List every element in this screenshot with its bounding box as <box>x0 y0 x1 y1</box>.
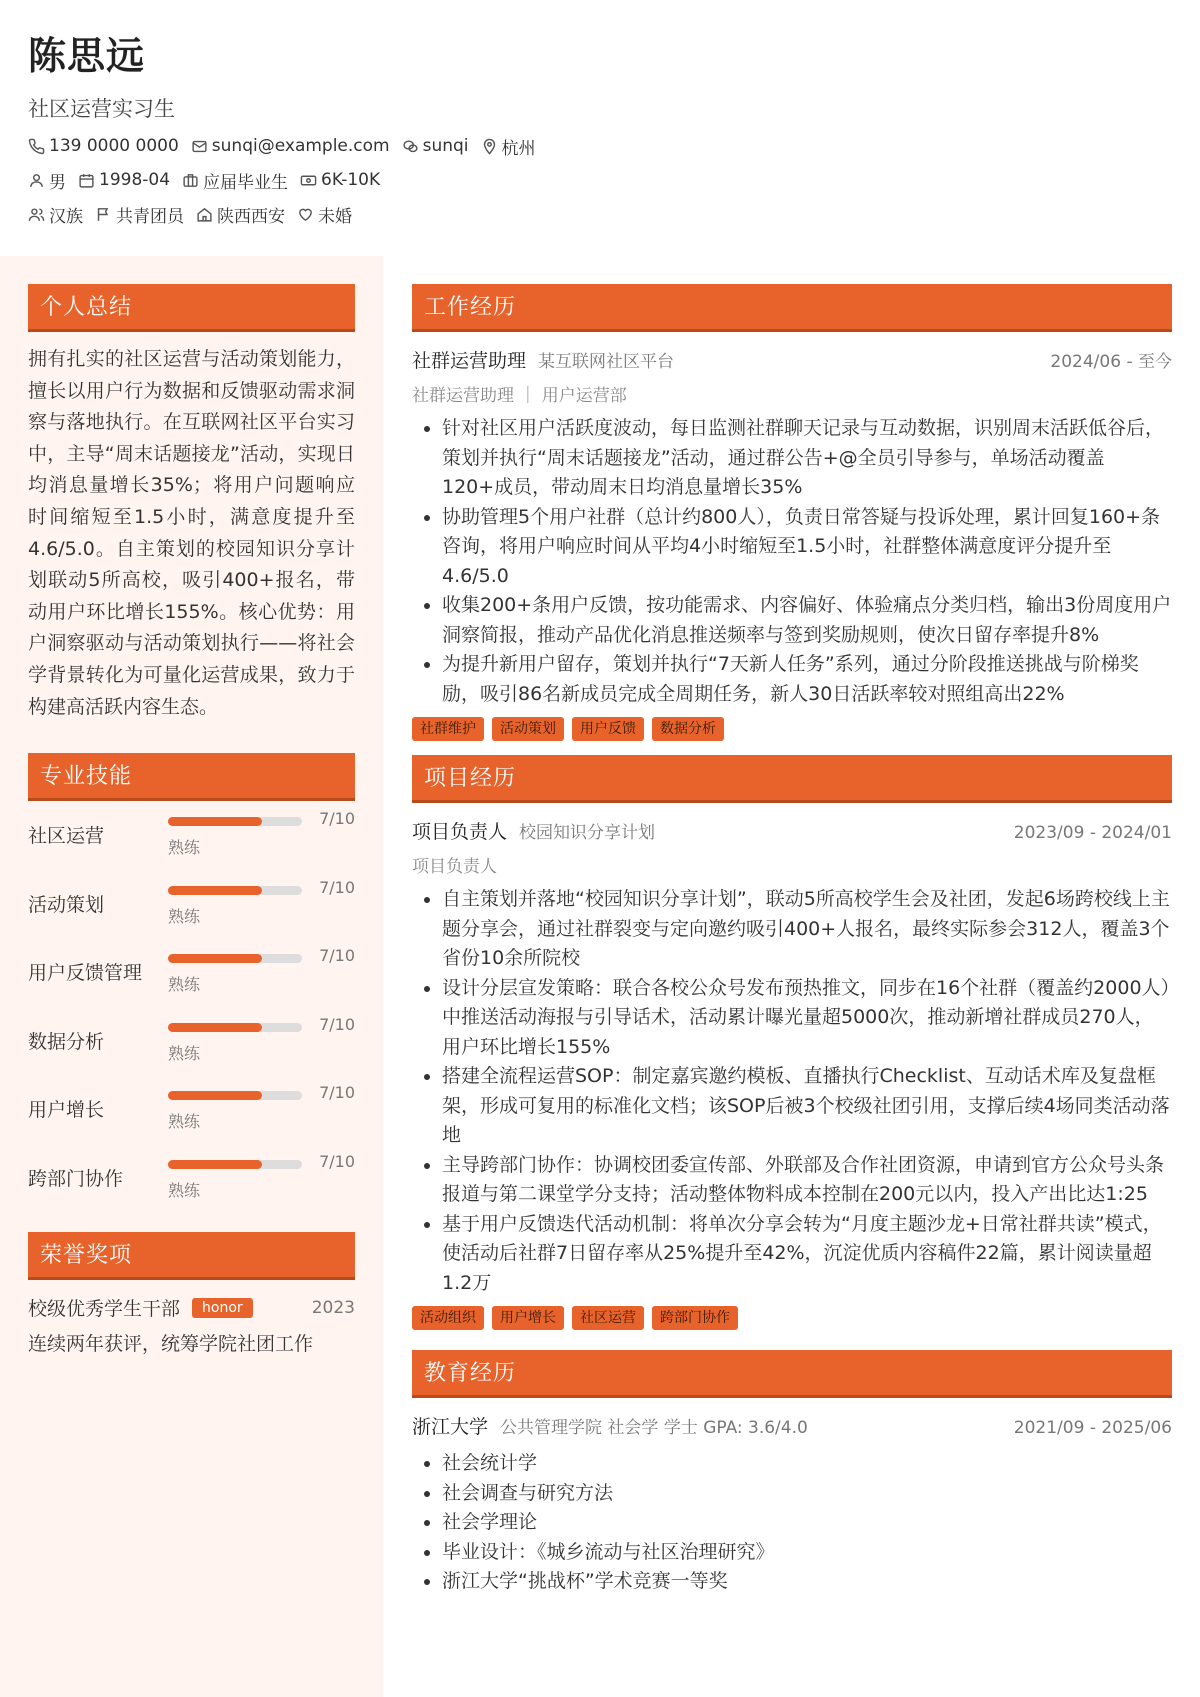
skill-name: 社区运营 <box>28 825 105 848</box>
money-icon <box>300 172 317 189</box>
skill-bar <box>168 1091 302 1100</box>
skills-list <box>28 801 355 1212</box>
contact-email[interactable] <box>191 136 390 156</box>
right-column <box>412 284 1172 1597</box>
honor-description: 连续两年获评，统筹学院社团工作 <box>28 1333 314 1356</box>
location-text: 杭州 <box>501 138 536 159</box>
wechat-icon <box>402 138 419 155</box>
skill-bar-fill <box>168 1091 262 1100</box>
school-meta: 公共管理学院 社会学 学士 GPA: 3.6/4.0 <box>500 1418 808 1438</box>
gender-item <box>28 168 66 193</box>
skill-row <box>28 870 355 939</box>
personal-line <box>28 168 728 192</box>
skill-row <box>28 1007 355 1076</box>
phone-icon <box>28 138 45 155</box>
tag: 用户反馈 <box>572 717 644 741</box>
home-icon <box>196 206 213 223</box>
work-entry-header <box>412 346 1172 373</box>
contact-phone <box>28 136 179 156</box>
ethnicity-item <box>28 202 83 227</box>
wechat-text: sunqi <box>422 136 469 156</box>
contact-wechat <box>402 136 469 156</box>
summary-text: 拥有扎实的社区运营与活动策划能力，擅长以用户行为数据和反馈驱动需求洞察与落地执行。在互联网社区平台实习中，主导“周末话题接龙”活动，实现日均消息量增长35%；将用户问题响应时间缩短至1.5小时，满意度提升至4.6/5.0。自主策划的校园知识分享计划联动5所高校，吸引400+报名，带动用户环比增长155%。核心优势：用户洞察驱动与活动策划执行——将社会学背景转化为可量化运营成果，致力于构建高活跃内容生态。 <box>28 348 355 718</box>
list-item: • 浙江大学“挑战杯”学术竞赛一等奖 <box>442 1567 1172 1597</box>
contact-line <box>28 134 728 158</box>
project-tags <box>412 1306 1172 1330</box>
skill-bar-fill <box>168 1023 262 1032</box>
honor-title: 校级优秀学生干部 <box>28 1298 181 1321</box>
mail-icon <box>191 138 208 155</box>
email-text: sunqi@example.com <box>211 136 390 156</box>
education-entry-header <box>412 1412 1172 1439</box>
list-item: • 基于用户反馈迭代活动机制：将单次分享会转为“月度主题沙龙+日常社群共读”模式，使活动后社群7日留存率从25%提升至42%，沉淀优质内容稿件22篇，累计阅读量超1.2万 <box>442 1210 1172 1299</box>
skill-level: 熟练 <box>168 906 201 926</box>
location-icon <box>481 138 498 155</box>
tag: 活动策划 <box>492 717 564 741</box>
salary-item <box>300 170 380 190</box>
work-bullets <box>412 414 1172 709</box>
list-item: • 协助管理5个用户社群（总计约800人），负责日常答疑与投诉处理，累计回复160+条咨询，将用户响应时间从平均4小时缩短至1.5小时，社群整体满意度评分提升至4.6/5.0 <box>442 503 1172 592</box>
honor-badge: honor <box>192 1298 253 1318</box>
project-role: 项目负责人 <box>412 821 508 843</box>
skill-name: 用户反馈管理 <box>28 962 143 985</box>
tag: 社群维护 <box>412 717 484 741</box>
project-bullets <box>412 885 1172 1298</box>
calendar-icon <box>78 172 95 189</box>
skill-score: 7/10 <box>319 1151 355 1171</box>
honor-year: 2023 <box>311 1297 355 1318</box>
heart-icon <box>297 206 314 223</box>
tag: 用户增长 <box>492 1306 564 1330</box>
list-item: • 设计分层宣发策略：联合各校公众号发布预热推文，同步在16个社群（覆盖约2000人）中推送活动海报与引导话术，活动累计曝光量超5000次，推动新增社群成员270人，用户环比增长155% <box>442 974 1172 1063</box>
education-bullets <box>412 1449 1172 1597</box>
list-item: • 主导跨部门协作：协调校团委宣传部、外联部及合作社团资源，申请到官方公众号头条报道与第二课堂学分支持；活动整体物料成本控制在200元以内，投入产出比达1:25 <box>442 1151 1172 1210</box>
person-icon <box>28 172 45 189</box>
honor-item <box>28 1294 355 1321</box>
skill-bar <box>168 1023 302 1032</box>
people-icon <box>28 206 45 223</box>
skill-bar-fill <box>168 1160 262 1169</box>
list-item: • 社会调查与研究方法 <box>442 1479 1172 1509</box>
status-text: 应届毕业生 <box>203 172 289 193</box>
skill-level: 熟练 <box>168 975 201 995</box>
skill-score: 7/10 <box>319 877 355 897</box>
skill-row <box>28 1144 355 1213</box>
hometown-item <box>196 202 285 227</box>
skill-row <box>28 1075 355 1144</box>
birth-item <box>78 170 170 190</box>
skill-bar <box>168 817 302 826</box>
skills-heading: 专业技能 <box>28 753 355 801</box>
tag: 数据分析 <box>652 717 724 741</box>
tag: 社区运营 <box>572 1306 644 1330</box>
work-tags <box>412 717 1172 741</box>
salary-text: 6K-10K <box>321 170 381 190</box>
job-target: 社区运营实习生 <box>28 97 175 121</box>
list-item: • 收集200+条用户反馈，按功能需求、内容偏好、体验痛点分类归档，输出3份周度用户洞察简报，推动产品优化消息推送频率与签到奖励规则，使次日留存率提升8% <box>442 591 1172 650</box>
flag-icon <box>95 206 112 223</box>
skill-level: 熟练 <box>168 1180 201 1200</box>
skill-row <box>28 938 355 1007</box>
briefcase-icon <box>182 172 199 189</box>
list-item: • 社会学理论 <box>442 1508 1172 1538</box>
work-org: 某互联网社区平台 <box>538 352 675 372</box>
list-item: • 为提升新用户留存，策划并执行“7天新人任务”系列，通过分阶段推送挑战与阶梯奖励，吸引86名新成员完成全周期任务，新人30日活跃率较对照组高出22% <box>442 650 1172 709</box>
birth-text: 1998-04 <box>99 170 171 190</box>
skill-bar <box>168 954 302 963</box>
work-subtitle: 社群运营助理 ｜ 用户运营部 <box>412 386 627 406</box>
list-item: • 搭建全流程运营SOP：制定嘉宾邀约模板、直播执行Checklist、互动话术库及复盘框架，形成可复用的标准化文档；该SOP后被3个校级社团引用，支撑后续4场同类活动落地 <box>442 1062 1172 1151</box>
status-item <box>182 168 288 193</box>
political-item <box>95 202 184 227</box>
education-date: 2021/09 - 2025/06 <box>1013 1418 1172 1438</box>
gender-text: 男 <box>49 172 66 193</box>
phone-text: 139 0000 0000 <box>49 136 179 156</box>
candidate-name: 陈思远 <box>28 34 146 78</box>
hometown-text: 陕西西安 <box>217 206 285 227</box>
ethnicity-text: 汉族 <box>49 206 83 227</box>
marital-text: 未婚 <box>318 206 352 227</box>
skill-name: 数据分析 <box>28 1030 105 1053</box>
extra-line <box>28 202 728 226</box>
resume-header <box>28 30 728 226</box>
projects-heading: 项目经历 <box>412 755 1172 803</box>
project-name: 校园知识分享计划 <box>519 823 656 843</box>
political-text: 共青团员 <box>116 206 184 227</box>
left-column <box>28 284 355 1356</box>
list-item: • 社会统计学 <box>442 1449 1172 1479</box>
work-title: 社群运营助理 <box>412 350 527 372</box>
skill-score: 7/10 <box>319 1083 355 1103</box>
skill-bar-fill <box>168 886 262 895</box>
skill-row <box>28 801 355 870</box>
skill-bar <box>168 1160 302 1169</box>
skill-bar-fill <box>168 954 262 963</box>
skill-score: 7/10 <box>319 809 355 829</box>
project-subtitle: 项目负责人 <box>412 857 497 877</box>
list-item: • 自主策划并落地“校园知识分享计划”，联动5所高校学生会及社团，发起6场跨校线上主题分享会，通过社群裂变与定向邀约吸引400+人报名，最终实际参会312人，覆盖3个省份10余所院校 <box>442 885 1172 974</box>
project-date: 2023/09 - 2024/01 <box>1013 823 1172 843</box>
tag: 跨部门协作 <box>652 1306 738 1330</box>
list-item: • 毕业设计：《城乡流动与社区治理研究》 <box>442 1538 1172 1568</box>
skill-level: 熟练 <box>168 838 201 858</box>
tag: 活动组织 <box>412 1306 484 1330</box>
skill-name: 活动策划 <box>28 893 105 916</box>
skill-name: 用户增长 <box>28 1099 105 1122</box>
skill-name: 跨部门协作 <box>28 1167 124 1190</box>
project-entry-header <box>412 817 1172 844</box>
summary-heading: 个人总结 <box>28 284 355 332</box>
school-name: 浙江大学 <box>412 1416 489 1438</box>
honors-heading: 荣誉奖项 <box>28 1232 355 1280</box>
skill-bar-fill <box>168 817 262 826</box>
work-date: 2024/06 - 至今 <box>1050 352 1172 372</box>
skill-score: 7/10 <box>319 946 355 966</box>
work-heading: 工作经历 <box>412 284 1172 332</box>
list-item: • 针对社区用户活跃度波动，每日监测社群聊天记录与互动数据，识别周末活跃低谷后，策划并执行“周末话题接龙”活动，通过群公告+@全员引导参与，单场活动覆盖120+成员，带动周末日均消息量增长35% <box>442 414 1172 503</box>
skill-score: 7/10 <box>319 1014 355 1034</box>
education-heading: 教育经历 <box>412 1350 1172 1398</box>
skill-bar <box>168 886 302 895</box>
skill-level: 熟练 <box>168 1043 201 1063</box>
contact-location <box>481 134 536 159</box>
marital-item <box>297 202 352 227</box>
skill-level: 熟练 <box>168 1112 201 1132</box>
